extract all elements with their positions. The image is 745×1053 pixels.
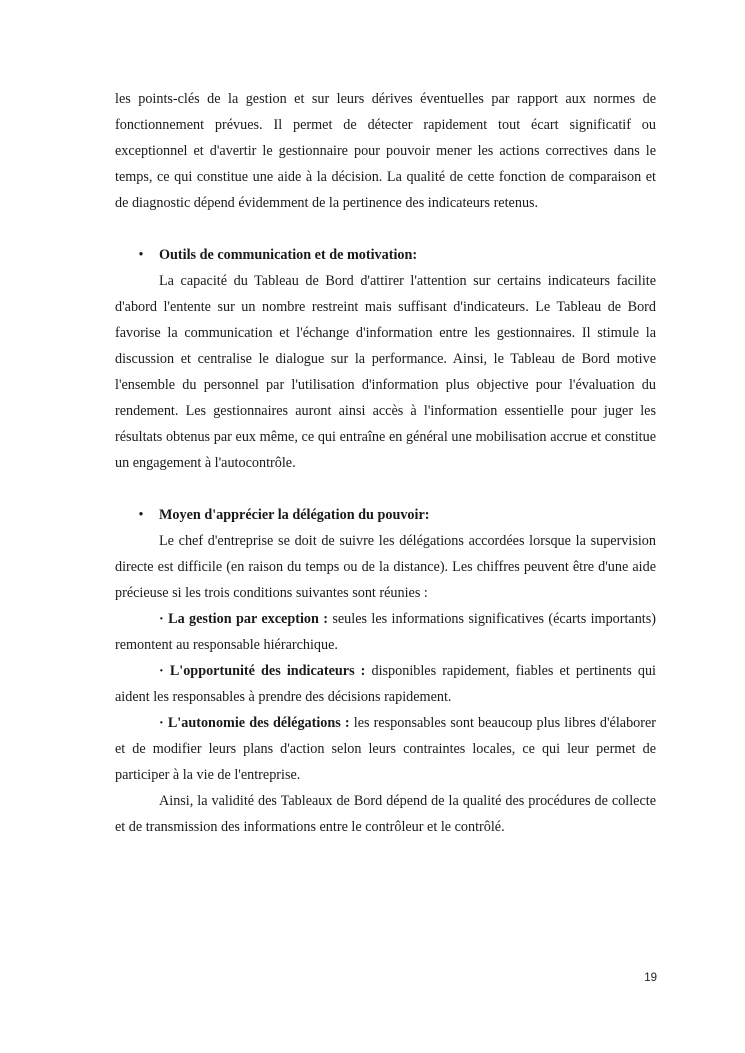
communication-paragraph: La capacité du Tableau de Bord d'attirer l'attention sur certains indicateurs facilite d'abord l'entente sur un nombre restreint mais suffisant d'indicateurs. Le Tableau de Bord favorise la communication et l'échange d'information entre les gestionnaires. Il stimule la discussion et centralise le dialogue sur la performance. Ainsi, le Tableau de Bord motive l'ensemble du personnel par l'utilisation d'information plus objective pour l'évaluation du rendement. Les gestionnaires auront ainsi accès à l'information essentielle pour juger les résultats obtenus par eux même, ce qui entraîne en général une mobilisation accrue et constitue un engagement à l'autocontrôle.	[115, 273, 656, 471]
intro-paragraph: les points-clés de la gestion et sur leurs dérives éventuelles par rapport aux normes de fonctionnement prévues. Il permet de détecter rapidement tout écart significatif ou exceptionnel et d'avertir le gestionnaire pour pouvoir mener les actions correctives dans le temps, ce qui constitue une aide à la décision. La qualité de cette fonction de comparaison et de diagnostic dépend évidemment de la pertinence des indicateurs retenus.	[115, 91, 656, 211]
section-heading-communication	[115, 242, 656, 268]
delegation-paragraph: Le chef d'entreprise se doit de suivre les délégations accordées lorsque la supervision directe est difficile (en raison du temps ou de la distance). Les chiffres peuvent être d'une aide précieuse si les trois conditions suivantes sont réunies :	[115, 533, 656, 601]
bullet-icon: •	[138, 247, 144, 263]
section-heading-text: Outils de communication et de motivation:	[159, 247, 418, 263]
condition-item	[115, 606, 656, 658]
section-heading-text: Moyen d'apprécier la délégation du pouvoir:	[159, 507, 430, 523]
page-number: 19	[644, 972, 657, 984]
condition-marker: ·	[159, 663, 170, 679]
condition-text: les responsables sont beaucoup plus libres d'élaborer et de modifier leurs plans d'action selon leurs contraintes locales, ce qui leur permet de participer à la vie de l'entreprise.	[115, 715, 656, 783]
condition-marker: ·	[159, 611, 169, 627]
condition-text: seules les informations significatives (écarts importants) remontent au responsable hiérarchique.	[115, 611, 656, 653]
page-body	[115, 86, 656, 840]
paragraph-gap	[115, 216, 656, 242]
conclusion-paragraph: Ainsi, la validité des Tableaux de Bord dépend de la qualité des procédures de collecte et de transmission des informations entre le contrôleur et le contrôlé.	[115, 793, 656, 835]
condition-item	[115, 658, 656, 710]
condition-term: La gestion par exception :	[168, 611, 328, 627]
condition-item	[115, 710, 656, 788]
condition-term: L'autonomie des délégations :	[167, 715, 350, 731]
paragraph-gap	[115, 476, 656, 502]
bullet-icon: •	[138, 507, 144, 523]
condition-marker: ·	[159, 715, 168, 731]
condition-text: disponibles rapidement, fiables et pertinents qui aident les responsables à prendre des décisions rapidement.	[115, 663, 656, 705]
condition-term: L'opportunité des indicateurs :	[169, 663, 366, 679]
section-heading-delegation	[115, 502, 656, 528]
